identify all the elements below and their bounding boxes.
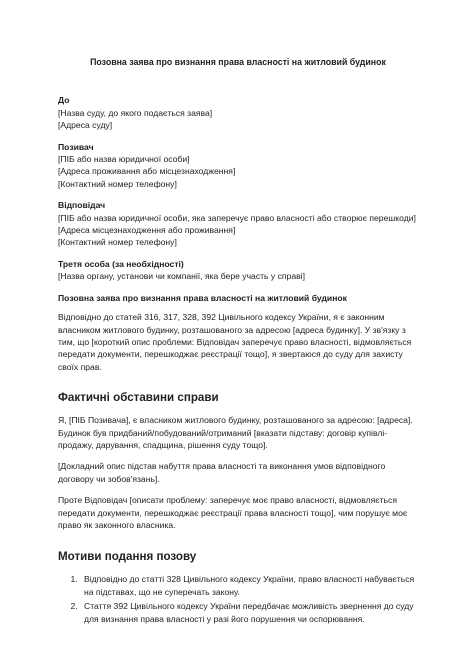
third-party-placeholder: [Назва органу, установи чи компанії, яка бере участь у справі] <box>58 271 305 282</box>
motives-heading: Мотиви подання позову <box>58 550 197 564</box>
document-title: Позовна заява про визнання права власності на житловий будинок <box>90 57 386 67</box>
defendant-phone-placeholder: [Контактний номер телефону] <box>58 237 177 248</box>
to-heading: До <box>58 95 70 106</box>
defendant-name-placeholder: [ПІБ або назва юридичної особи, яка заперечує право власності або створює перешкоди] <box>58 212 416 223</box>
court-name-placeholder: [Назва суду, до якого подається заява] <box>58 107 213 118</box>
to-block <box>58 94 418 131</box>
facts-paragraph: [Докладний опис підстав набуття права власності та виконання умов відповідного договору чи зобов'язань]. <box>58 461 386 484</box>
motives-list <box>58 573 418 625</box>
intro-paragraph: Відповідно до статей 316, 317, 328, 392 Цивільного кодексу України, я є законним власником житлового будинку, розташованого за адресою [адреса будинку]. У зв'язку з тим, що [короткий опис проблеми: Відповідач заперечує право власності, відмовляється передати документи, перешкоджає реєстрації тощо], я звертаюся до суду для захисту своїх прав. <box>58 312 412 372</box>
facts-paragraph: Проте Відповідач [описати проблему: заперечує моє право власності, відмовляється передати документи, перешкоджає реєстрації права власності тощо], чим порушує моє право як законного власника. <box>58 495 408 530</box>
court-address-placeholder: [Адреса суду] <box>58 120 113 131</box>
third-party-block <box>58 258 418 283</box>
defendant-block <box>58 199 418 249</box>
plaintiff-address-placeholder: [Адреса проживання або місцезнаходження] <box>58 166 236 177</box>
facts-paragraph: Я, [ПІБ Позивача], є власником житлового будинку, розташованого за адресою: [адреса]. Будинок був придбаний/побудований/отриманий [вказати підставу: договір купівлі-продажу, дарування, спадщина, рішення суду тощо]. <box>58 415 413 450</box>
plaintiff-block <box>58 141 418 191</box>
list-item: 2. Стаття 392 Цивільного кодексу України передбачає можливість звернення до суду для визнання права власності у разі його порушення чи оспорювання. <box>80 600 418 625</box>
plaintiff-phone-placeholder: [Контактний номер телефону] <box>58 178 177 189</box>
facts-heading: Фактичні обставини справи <box>58 391 219 405</box>
list-item: 1. Відповідно до статті 328 Цивільного кодексу України, право власності набувається на підставах, що не суперечать закону. <box>80 573 418 598</box>
claim-subtitle: Позовна заява про визнання права власності на житловий будинок <box>58 292 347 303</box>
plaintiff-heading: Позивач <box>58 141 94 152</box>
plaintiff-name-placeholder: [ПІБ або назва юридичної особи] <box>58 154 190 165</box>
third-party-heading: Третя особа (за необхідності) <box>58 258 184 269</box>
defendant-address-placeholder: [Адреса місцезнаходження або проживання] <box>58 225 236 236</box>
defendant-heading: Відповідач <box>58 200 106 211</box>
